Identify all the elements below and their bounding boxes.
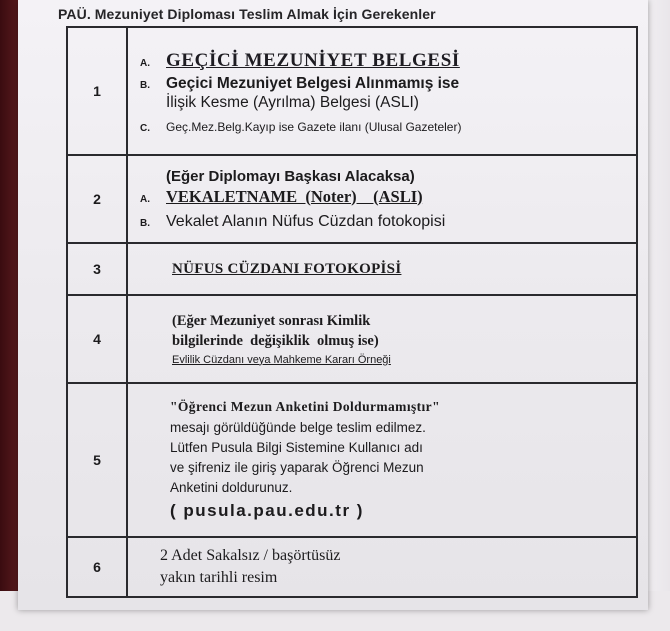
row-content (127, 243, 637, 295)
item-text: Geçici Mezuniyet Belgesi Alınmamış ise (166, 75, 460, 92)
item-text: mesajı görüldüğünde belge teslim edilmez. (170, 420, 426, 435)
row-number: 5 (67, 383, 127, 537)
item-b (140, 75, 626, 93)
paper-sheet (18, 0, 648, 610)
item-letter: C. (140, 123, 150, 134)
item-text: yakın tarihli resim (160, 569, 278, 586)
item-text: bilgilerinde değişiklik olmuş ise) (172, 332, 379, 349)
item-letter: A. (140, 58, 150, 69)
row-content (127, 155, 637, 243)
item-text: (Eğer Mezuniyet sonrası Kimlik (172, 312, 371, 329)
row-content (127, 537, 637, 597)
table-row-4 (67, 295, 637, 383)
item-letter: A. (140, 193, 150, 205)
item-b-continued: İlişik Kesme (Ayrılma) Belgesi (ASLI) (166, 94, 419, 111)
item-b (140, 213, 626, 231)
row-number: 3 (67, 243, 127, 295)
item-text: Geç.Mez.Belg.Kayıp ise Gazete ilanı (Ulusal Gazeteler) (166, 120, 462, 134)
row-number: 1 (67, 27, 127, 155)
item-c (140, 118, 626, 136)
item-letter: B. (140, 80, 150, 91)
table-row-3 (67, 243, 637, 295)
item-a (140, 187, 626, 207)
item-text: Vekalet Alanın Nüfus Cüzdan fotokopisi (166, 212, 446, 230)
requirements-table (66, 26, 638, 598)
item-text: "Öğrenci Mezun Anketini Doldurmamıştır" (170, 399, 440, 414)
row-number: 2 (67, 155, 127, 243)
item-text: VEKALETNAME (Noter) (ASLI) (166, 186, 423, 206)
item-letter: B. (140, 217, 150, 229)
table-row-2 (67, 155, 637, 243)
table-row-6 (67, 537, 637, 597)
item-text: GEÇİCİ MEZUNİYET BELGESİ (166, 50, 460, 71)
table-row-5 (67, 383, 637, 537)
item-text: Evlilik Cüzdanı veya Mahkeme Kararı Örneği (172, 353, 391, 366)
table-row-1 (67, 27, 637, 155)
website-text: ( pusula.pau.edu.tr ) (170, 501, 364, 520)
row-content (127, 295, 637, 383)
item-text: Lütfen Pusula Bilgi Sistemine Kullanıcı adı (170, 440, 423, 455)
document-title: PAÜ. Mezuniyet Diploması Teslim Almak İçin Gerekenler (58, 6, 436, 22)
item-text: NÜFUS CÜZDANI FOTOKOPİSİ (172, 260, 402, 277)
item-text: ve şifreniz ile giriş yaparak Öğrenci Mezun (170, 460, 424, 475)
row-number: 4 (67, 295, 127, 383)
row-content (127, 383, 637, 537)
row-number: 6 (67, 537, 127, 597)
row-intro: (Eğer Diplomayı Başkası Alacaksa) (166, 167, 415, 185)
item-text: Anketini doldurunuz. (170, 480, 293, 495)
row-content (127, 27, 637, 155)
item-a (140, 50, 626, 72)
item-text: 2 Adet Sakalsız / başörtüsüz (160, 547, 341, 564)
